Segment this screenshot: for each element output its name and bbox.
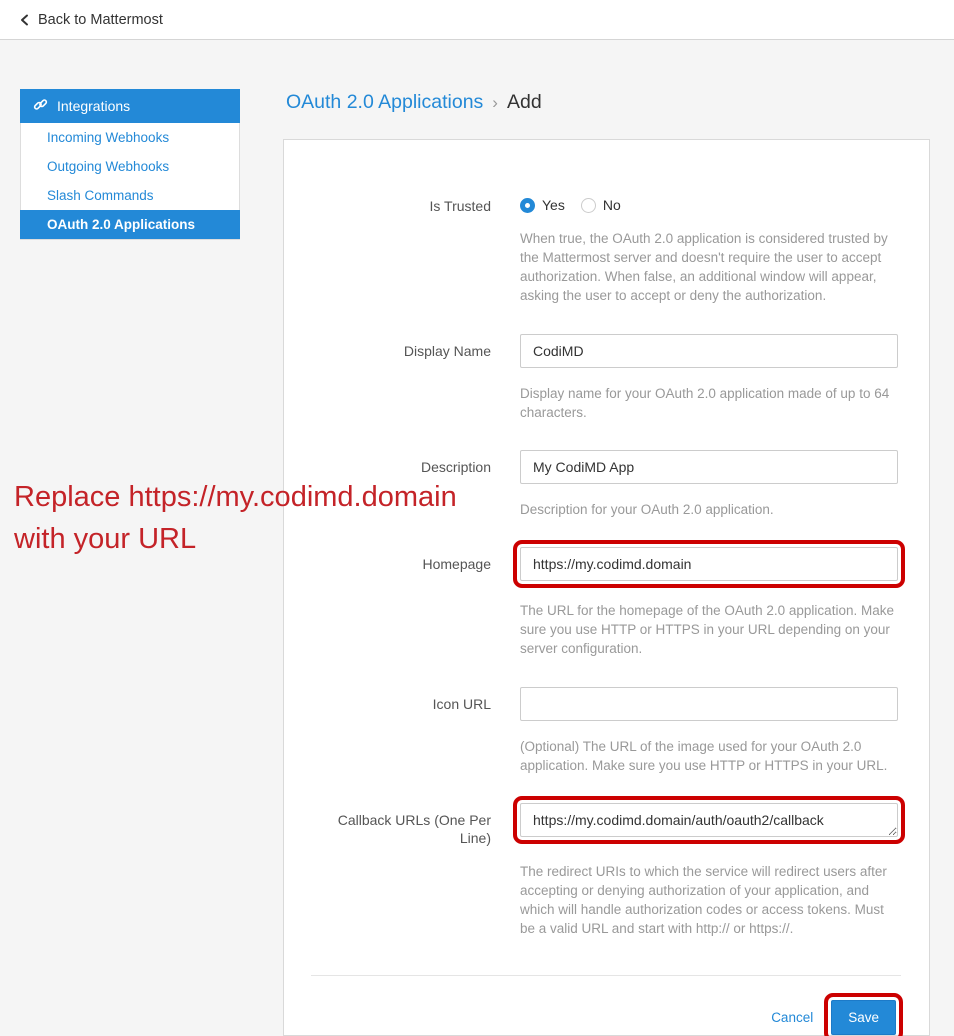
form-row-icon-url bbox=[284, 687, 929, 775]
display-name-help: Display name for your OAuth 2.0 application made of up to 64 characters. bbox=[520, 385, 890, 420]
form-row-is-trusted bbox=[284, 189, 929, 306]
is-trusted-no-radio[interactable] bbox=[581, 197, 621, 213]
oauth-add-form-panel bbox=[283, 139, 930, 1036]
display-name-label: Display Name bbox=[403, 342, 491, 359]
icon-url-label: Icon URL bbox=[432, 695, 491, 712]
description-help: Description for your OAuth 2.0 application. bbox=[520, 501, 774, 517]
sidebar-header-label: Integrations bbox=[57, 98, 131, 114]
top-bar bbox=[0, 0, 954, 40]
annotation-replace-url-note bbox=[14, 476, 457, 560]
form-row-homepage bbox=[284, 547, 929, 658]
callback-urls-textarea[interactable] bbox=[520, 803, 898, 837]
description-label: Description bbox=[420, 458, 491, 475]
radio-selected-icon bbox=[520, 198, 535, 213]
sidebar-item-label: Incoming Webhooks bbox=[47, 130, 170, 145]
back-to-mattermost-link[interactable] bbox=[18, 12, 163, 28]
callback-urls-label: Callback URLs (One Per Line) bbox=[337, 811, 491, 847]
sidebar-item-label: Slash Commands bbox=[47, 188, 154, 203]
homepage-help: The URL for the homepage of the OAuth 2.0 application. Make sure you use HTTP or HTTPS in your URL depending on your server configuration. bbox=[520, 603, 894, 657]
link-icon bbox=[33, 97, 48, 115]
breadcrumb-current-add: Add bbox=[506, 91, 542, 113]
sidebar-item-outgoing-webhooks[interactable] bbox=[21, 152, 239, 181]
breadcrumb bbox=[286, 91, 542, 114]
annotation-note-line2: with your URL bbox=[14, 523, 197, 556]
callback-urls-help: The redirect URIs to which the service will redirect users after accepting or denying authorization of your application, and which will handle authorization codes or access tokens. Must be a valid URL and start with http:// or https://. bbox=[520, 863, 887, 937]
radio-no-label: No bbox=[602, 197, 621, 213]
form-footer bbox=[284, 976, 929, 1035]
sidebar-item-label: Outgoing Webhooks bbox=[47, 159, 170, 174]
sidebar-header-integrations[interactable] bbox=[20, 89, 240, 123]
radio-yes-label: Yes bbox=[542, 197, 565, 213]
description-input[interactable] bbox=[520, 450, 898, 484]
annotation-note-line1: Replace https://my.codimd.domain bbox=[14, 481, 457, 513]
sidebar-item-label: OAuth 2.0 Applications bbox=[47, 217, 196, 232]
breadcrumb-oauth-applications-link[interactable]: OAuth 2.0 Applications bbox=[286, 91, 484, 113]
homepage-label: Homepage bbox=[422, 556, 491, 573]
icon-url-input[interactable] bbox=[520, 687, 898, 721]
sidebar-item-slash-commands[interactable] bbox=[21, 181, 239, 210]
is-trusted-yes-radio[interactable] bbox=[520, 197, 565, 213]
back-link-label: Back to Mattermost bbox=[38, 11, 163, 28]
icon-url-help: (Optional) The URL of the image used for your OAuth 2.0 application. Make sure you use HTTP or HTTPS in your URL. bbox=[520, 738, 888, 773]
integrations-sidebar bbox=[20, 89, 240, 240]
sidebar-item-oauth-applications[interactable] bbox=[20, 210, 240, 239]
form-row-callback-urls bbox=[284, 803, 929, 939]
chevron-left-icon bbox=[18, 13, 31, 27]
is-trusted-help: When true, the OAuth 2.0 application is considered trusted by the Mattermost server and doesn't require the user to accept authorization. When false, an additional window will appear, asking the user to accept or deny the authorization. bbox=[520, 231, 888, 304]
save-button[interactable]: Save bbox=[831, 1000, 896, 1035]
sidebar-item-incoming-webhooks[interactable] bbox=[21, 123, 239, 152]
is-trusted-label: Is Trusted bbox=[429, 198, 491, 214]
radio-unselected-icon bbox=[581, 198, 596, 213]
breadcrumb-separator: › bbox=[492, 92, 498, 112]
form-row-display-name bbox=[284, 334, 929, 422]
display-name-input[interactable] bbox=[520, 334, 898, 368]
homepage-input[interactable] bbox=[520, 547, 898, 581]
cancel-button[interactable]: Cancel bbox=[771, 1009, 814, 1025]
